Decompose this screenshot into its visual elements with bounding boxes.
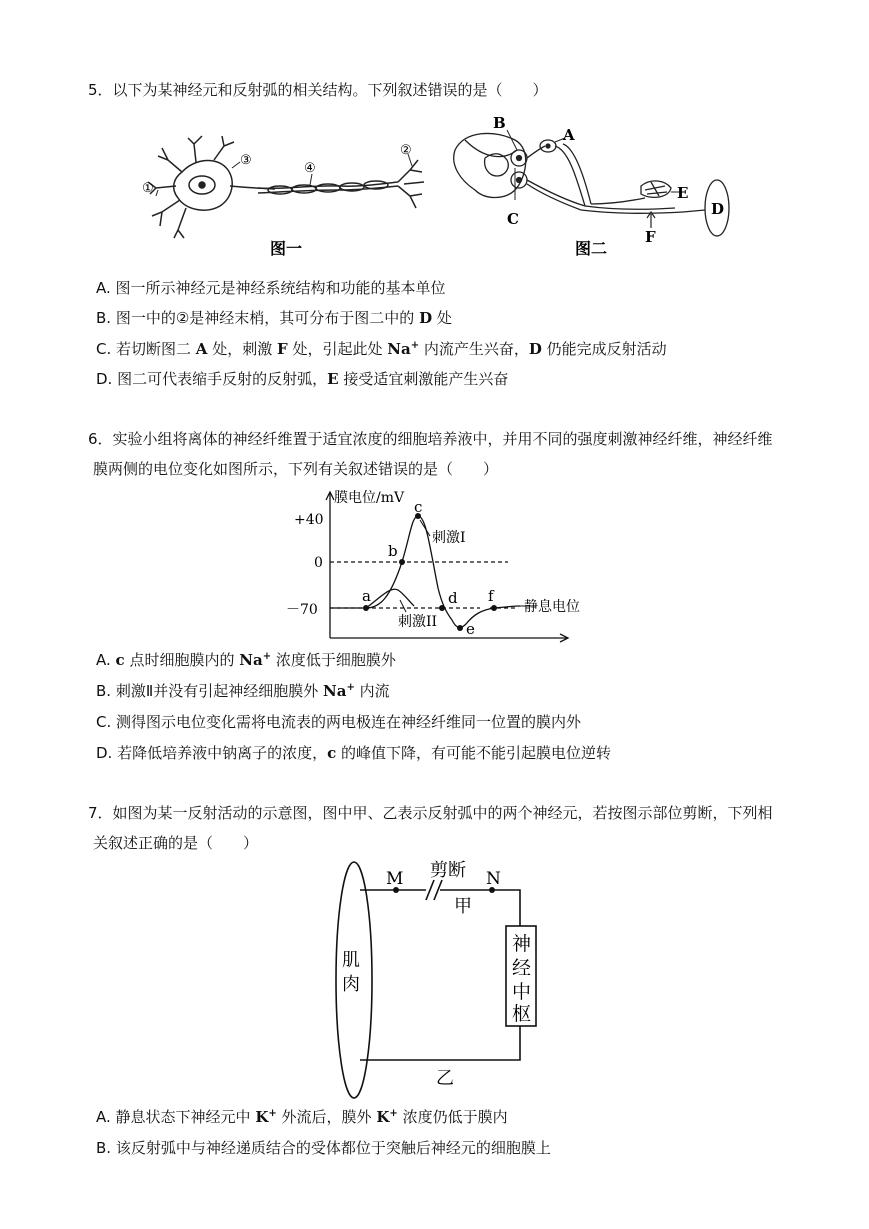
q6-option-b-end: 内流 [359, 682, 390, 700]
q5-option-c-var-d: D [528, 340, 542, 358]
q6-option-a-charge: + [262, 651, 272, 662]
graph-point-e: e [466, 620, 475, 638]
q5-option-c-ion: Na [387, 340, 411, 358]
graph-point-d: d [448, 589, 458, 607]
q7-option-a-charge1: + [268, 1108, 277, 1119]
q6-option-a[interactable] [96, 650, 396, 670]
q6-option-b-ion: Na [323, 682, 347, 700]
q5-option-c-var-a: A [195, 340, 208, 358]
diagram-center-2: 经 [512, 957, 532, 979]
q5-option-c-mid3: 内流产生兴奋， [423, 340, 529, 358]
q5-option-b-end: 处 [436, 309, 452, 327]
fig1-label-4: ④ [304, 161, 316, 176]
diagram-center-3: 中 [512, 981, 532, 1003]
q6-option-d-text: D. 若降低培养液中钠离子的浓度， [96, 744, 328, 762]
q6-option-b-text: B. 刺激Ⅱ并没有引起神经细胞膜外 [96, 682, 319, 700]
q6-option-a-mid: 点时细胞膜内的 [129, 651, 235, 669]
q5-option-c-end: 仍能完成反射活动 [546, 340, 667, 358]
diagram-center-4: 枢 [512, 1003, 532, 1025]
q6-option-d-var: c [327, 744, 337, 762]
membrane-potential-graph [280, 488, 590, 648]
diagram-jia: 甲 [454, 896, 472, 917]
diagram-M: M [386, 869, 404, 889]
q5-option-d-text: D. 图二可代表缩手反射的反射弧， [96, 370, 328, 388]
q5-option-b-var: D [419, 309, 433, 327]
diagram-center-1: 神 [512, 933, 532, 955]
q6-stem-line2: 膜两侧的电位变化如图所示，下列有关叙述错误的是（ ） [93, 460, 499, 478]
graph-ytick-0: 0 [314, 555, 323, 571]
diagram-yi: 乙 [436, 1068, 454, 1089]
q7-stem-line1: 7．如图为某一反射活动的示意图，图中甲、乙表示反射弧中的两个神经元，若按图示部位剪断，下列相 [88, 804, 773, 822]
fig1-label-2: ② [400, 143, 412, 158]
q6-option-a-end: 浓度低于细胞膜外 [275, 651, 396, 669]
q7-option-b[interactable]: B. 该反射弧中与神经递质结合的受体都位于突触后神经元的细胞膜上 [96, 1139, 551, 1157]
q7-option-a-end: 浓度仍低于膜内 [402, 1108, 508, 1126]
fig2-label-E: E [677, 184, 689, 202]
graph-stim1-label: 刺激I [432, 530, 466, 546]
q6-stem-line1: 6．实验小组将离体的神经纤维置于适宜浓度的细胞培养液中，并用不同的强度刺激神经纤维，神经纤维 [88, 430, 773, 448]
q5-option-d-var: E [327, 370, 339, 388]
q5-option-c-text: C. 若切断图二 [96, 340, 192, 358]
graph-ylabel: 膜电位/mV [334, 490, 405, 506]
q5-option-c-charge: + [410, 340, 420, 351]
fig2-caption: 图二 [575, 239, 608, 258]
q6-option-a-var: c [115, 651, 125, 669]
fig2-label-A: A [563, 126, 575, 144]
q5-option-b-text: B. 图一中的②是神经末梢，其可分布于图二中的 [96, 309, 415, 327]
q6-option-d-end: 的峰值下降，有可能不能引起膜电位逆转 [341, 744, 612, 762]
reflex-arc-figure [445, 110, 745, 260]
diagram-muscle-2: 肉 [342, 974, 360, 995]
reflex-circuit-diagram [330, 856, 550, 1106]
q7-option-a-mid: 外流后，膜外 [281, 1108, 372, 1126]
graph-point-a: a [362, 587, 371, 605]
q5-option-b[interactable] [96, 308, 452, 328]
q7-option-a-ion1: K [255, 1108, 269, 1126]
graph-ytick-40: +40 [294, 512, 324, 528]
graph-stim2-label: 刺激II [398, 614, 438, 630]
fig1-caption: 图一 [270, 239, 303, 258]
q5-option-c-mid2: 处，引起此处 [292, 340, 383, 358]
diagram-N: N [486, 869, 501, 889]
q5-option-d-end: 接受适宜刺激能产生兴奋 [343, 370, 509, 388]
fig2-label-D: D [711, 200, 725, 218]
q6-option-c[interactable]: C. 测得图示电位变化需将电流表的两电极连在神经纤维同一位置的膜内外 [96, 713, 582, 731]
q7-option-a[interactable] [96, 1107, 508, 1127]
q5-option-c[interactable] [96, 339, 667, 359]
graph-resting-label: 静息电位 [524, 599, 580, 615]
q5-option-c-mid1: 处，刺激 [212, 340, 273, 358]
q5-stem: 5．以下为某神经元和反射弧的相关结构。下列叙述错误的是（ ） [88, 81, 548, 99]
neuron-figure [140, 130, 440, 260]
q6-option-a-ion: Na [239, 651, 263, 669]
graph-ytick-neg70: －70 [286, 602, 318, 618]
diagram-cut: 剪断 [430, 860, 466, 881]
graph-point-b: b [388, 542, 398, 560]
q6-option-b-charge: + [346, 682, 355, 693]
q7-stem-line2: 关叙述正确的是（ ） [93, 834, 259, 852]
diagram-muscle-1: 肌 [342, 950, 360, 971]
graph-point-f: f [488, 587, 494, 605]
q5-option-a[interactable]: A. 图一所示神经元是神经系统结构和功能的基本单位 [96, 279, 446, 297]
q6-option-d[interactable] [96, 743, 611, 763]
fig2-label-C: C [507, 210, 519, 228]
q7-option-a-ion2: K [376, 1108, 390, 1126]
q5-option-d[interactable] [96, 369, 508, 389]
fig1-label-3: ③ [240, 153, 252, 168]
q6-option-b[interactable] [96, 681, 390, 701]
q7-option-a-text: A. 静息状态下神经元中 [96, 1108, 251, 1126]
fig2-label-F: F [645, 228, 656, 246]
fig1-label-1: ① [142, 181, 154, 196]
fig2-label-B: B [493, 114, 506, 132]
graph-point-c: c [414, 498, 423, 516]
q5-option-c-var-f: F [277, 340, 288, 358]
q6-option-a-prefix: A. [96, 651, 111, 669]
q7-option-a-charge2: + [389, 1108, 398, 1119]
